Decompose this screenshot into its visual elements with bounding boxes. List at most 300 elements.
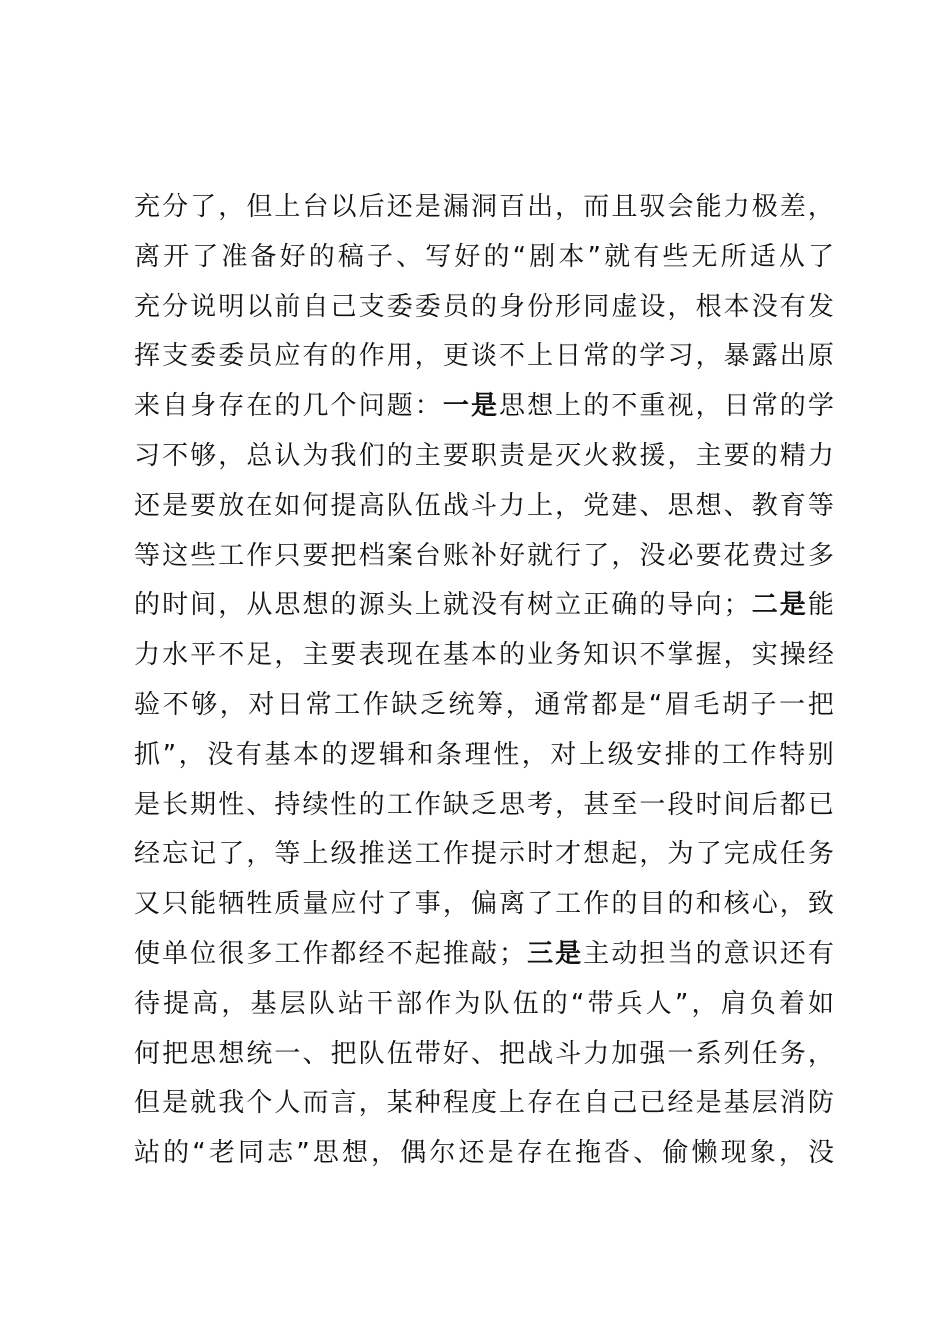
text-char: 伍 — [512, 988, 539, 1019]
text-char: ， — [691, 988, 718, 1019]
text-char: ， — [778, 1138, 805, 1169]
text-char: 等 — [274, 839, 301, 870]
text-char: 平 — [190, 640, 217, 671]
text-char: 准 — [221, 241, 248, 272]
text-char: 职 — [470, 440, 497, 471]
text-line — [134, 233, 834, 283]
text-char: 在 — [246, 490, 273, 521]
text-char: 经 — [667, 1088, 694, 1119]
text-char: 后 — [358, 192, 385, 222]
text-char: 能 — [190, 889, 217, 920]
text-char: 存 — [527, 1088, 554, 1119]
text-char: 时 — [162, 590, 189, 621]
text-char: 缺 — [391, 689, 418, 720]
text-char: 思 — [312, 1138, 339, 1169]
text-char: 原 — [807, 341, 834, 372]
text-char: 的 — [693, 739, 720, 770]
text-char: 别 — [807, 739, 834, 770]
emphasis-char: 是 — [555, 938, 582, 969]
text-char: 事 — [414, 889, 441, 920]
text-char: 志 — [267, 1138, 294, 1169]
text-char: 离 — [499, 889, 526, 920]
text-char: 水 — [162, 640, 189, 671]
text-char: 层 — [279, 988, 306, 1019]
text-char: 了 — [218, 839, 245, 870]
text-char: 能 — [695, 192, 722, 222]
text-char: 本 — [723, 291, 750, 322]
text-char: 存 — [516, 1138, 543, 1169]
text-char: 伍 — [414, 490, 441, 521]
text-char: 人 — [645, 988, 672, 1019]
text-char: 导 — [667, 590, 694, 621]
text-char: 确 — [611, 590, 638, 621]
text-char: 日 — [276, 689, 303, 720]
text-char: 种 — [414, 1088, 441, 1119]
text-char: 后 — [751, 789, 778, 820]
text-char: 条 — [436, 739, 463, 770]
text-char: 有 — [302, 341, 329, 372]
text-char: 性 — [330, 789, 357, 820]
text-char: 现 — [720, 1138, 747, 1169]
text-char: 救 — [611, 440, 638, 471]
text-char: 常 — [583, 341, 610, 372]
text-line — [134, 631, 834, 681]
text-char: 身 — [190, 391, 217, 422]
text-char: 开 — [163, 241, 190, 272]
text-char: 完 — [723, 839, 750, 870]
text-char: 至 — [611, 789, 638, 820]
text-char: 建 — [611, 490, 638, 521]
text-char: 知 — [583, 640, 610, 671]
text-char: 统 — [448, 689, 475, 720]
text-char: 同 — [237, 1138, 264, 1169]
text-char: 站 — [337, 988, 364, 1019]
text-char: 的 — [330, 590, 357, 621]
text-char: “ — [512, 241, 527, 272]
text-char: 行 — [555, 540, 582, 571]
text-char: 常 — [562, 689, 589, 720]
text-char: 量 — [302, 889, 329, 920]
text-char: 何 — [134, 1038, 161, 1069]
text-char: 主 — [583, 938, 610, 969]
text-char: 无 — [691, 241, 718, 272]
text-char: 的 — [583, 391, 610, 422]
text-char: 的 — [751, 440, 778, 471]
text-char: 都 — [779, 789, 806, 820]
text-char: 常 — [751, 391, 778, 422]
text-char: 偶 — [400, 1138, 427, 1169]
text-char: 沓 — [604, 1138, 631, 1169]
text-char: 想 — [695, 490, 722, 521]
text-char: 身 — [499, 291, 526, 322]
text-char: 付 — [358, 889, 385, 920]
text-char: 一 — [274, 1038, 301, 1069]
text-char: ， — [667, 291, 694, 322]
text-char: 档 — [358, 540, 385, 571]
text-char: 作 — [750, 739, 777, 770]
text-char: 本 — [558, 241, 585, 272]
text-char: 还 — [134, 490, 161, 521]
text-char: 懒 — [691, 1138, 718, 1169]
text-char: 不 — [218, 640, 245, 671]
text-char: 重 — [639, 391, 666, 422]
text-char: 主 — [302, 640, 329, 671]
text-char: 意 — [723, 938, 750, 969]
text-char: 掌 — [667, 640, 694, 671]
text-char: 都 — [591, 689, 618, 720]
text-char: 段 — [667, 789, 694, 820]
text-char: 本 — [470, 640, 497, 671]
text-char: 目 — [639, 889, 666, 920]
text-char: 精 — [779, 440, 806, 471]
text-char: 部 — [396, 988, 423, 1019]
text-char: 们 — [358, 440, 385, 471]
text-char: 要 — [723, 440, 750, 471]
text-char: 补 — [470, 540, 497, 571]
text-line — [134, 1129, 834, 1179]
text-char: 教 — [751, 490, 778, 521]
text-char: 如 — [274, 490, 301, 521]
text-char: ， — [521, 739, 548, 770]
text-char: 用 — [386, 341, 413, 372]
text-char: 好 — [279, 241, 306, 272]
text-char: ， — [667, 440, 694, 471]
text-char: 带 — [587, 988, 614, 1019]
text-char: 根 — [695, 291, 722, 322]
text-char: 已 — [639, 1088, 666, 1119]
text-char: 的 — [134, 590, 161, 621]
text-char: 分 — [162, 291, 189, 322]
text-char: 和 — [407, 739, 434, 770]
text-char: 离 — [134, 241, 161, 272]
text-char: 程 — [442, 1088, 469, 1119]
text-char: 队 — [386, 490, 413, 521]
text-char: 几 — [302, 391, 329, 422]
text-char: 以 — [246, 291, 273, 322]
text-char: 且 — [611, 192, 638, 222]
text-char: 一 — [667, 1038, 694, 1069]
text-char: ， — [639, 839, 666, 870]
text-char: 花 — [723, 540, 750, 571]
text-char: 忘 — [162, 839, 189, 870]
text-char: 肩 — [720, 988, 747, 1019]
text-char: 把 — [330, 540, 357, 571]
text-char: 极 — [751, 192, 778, 222]
text-line — [134, 930, 834, 980]
text-char: 明 — [218, 291, 245, 322]
text-char: 但 — [134, 1088, 161, 1119]
text-char: 工 — [334, 689, 361, 720]
text-char: 表 — [358, 640, 385, 671]
text-char: 毛 — [693, 689, 720, 720]
text-char: 兵 — [616, 988, 643, 1019]
text-char: 委 — [386, 291, 413, 322]
text-char: 的 — [695, 938, 722, 969]
text-char: 没 — [807, 1138, 834, 1169]
text-char: 识 — [611, 640, 638, 671]
text-char: 了 — [386, 889, 413, 920]
text-char: 子 — [367, 241, 394, 272]
text-char: 主 — [414, 440, 441, 471]
text-char: 质 — [274, 889, 301, 920]
text-char: 有 — [499, 590, 526, 621]
text-char: 握 — [695, 640, 722, 671]
emphasis-char: 三 — [527, 938, 554, 969]
text-char: 备 — [250, 241, 277, 272]
text-char: ， — [505, 689, 532, 720]
text-char: 基 — [264, 739, 291, 770]
text-char: 把 — [807, 689, 834, 720]
text-char: 、 — [470, 1038, 497, 1069]
text-char: 上 — [274, 192, 301, 222]
text-char: 子 — [750, 689, 777, 720]
text-char: 安 — [636, 739, 663, 770]
text-line — [134, 880, 834, 930]
text-char: 等 — [807, 490, 834, 521]
text-char: 尔 — [429, 1138, 456, 1169]
text-char: 级 — [330, 839, 357, 870]
text-char: 甚 — [583, 789, 610, 820]
text-char: 还 — [779, 938, 806, 969]
text-char: 偷 — [662, 1138, 689, 1169]
text-char: 委 — [218, 341, 245, 372]
text-line — [134, 283, 834, 333]
text-char: 我 — [218, 1088, 245, 1119]
emphasis-char: 二 — [751, 590, 778, 621]
text-char: 的 — [483, 241, 510, 272]
text-char: 辑 — [378, 739, 405, 770]
text-char: 个 — [330, 391, 357, 422]
text-char: 作 — [302, 938, 329, 969]
text-char: 都 — [330, 938, 357, 969]
text-char: 人 — [274, 1088, 301, 1119]
text-char: 己 — [611, 1088, 638, 1119]
text-char: 担 — [639, 938, 666, 969]
text-char: 、 — [246, 789, 273, 820]
text-char: 言 — [330, 1088, 357, 1119]
text-char: 想 — [583, 839, 610, 870]
text-char: 多 — [246, 938, 273, 969]
text-char: 排 — [664, 739, 691, 770]
text-char: 设 — [639, 291, 666, 322]
text-char: 在 — [414, 640, 441, 671]
text-char: 操 — [779, 640, 806, 671]
text-char: 任 — [779, 839, 806, 870]
text-char: 本 — [293, 739, 320, 770]
text-char: 主 — [695, 440, 722, 471]
body-paragraph — [134, 183, 834, 1179]
text-char: 还 — [386, 192, 413, 222]
text-char: ， — [779, 889, 806, 920]
text-line — [134, 980, 834, 1030]
text-char: 账 — [442, 540, 469, 571]
text-char: 列 — [723, 1038, 750, 1069]
text-char: 斗 — [470, 490, 497, 521]
text-char: 基 — [442, 640, 469, 671]
text-char: 加 — [611, 1038, 638, 1069]
text-char: 站 — [134, 1138, 161, 1169]
text-char: ， — [611, 540, 638, 571]
text-char: 在 — [545, 1138, 572, 1169]
text-char: 没 — [470, 590, 497, 621]
text-char: 等 — [134, 540, 161, 571]
text-char: 好 — [454, 241, 481, 272]
text-char: 务 — [555, 640, 582, 671]
text-char: ， — [358, 1088, 385, 1119]
text-line — [134, 382, 834, 432]
text-char: 时 — [527, 839, 554, 870]
text-char: 待 — [134, 988, 161, 1019]
text-char: 写 — [425, 241, 452, 272]
text-char: 想 — [527, 391, 554, 422]
text-char: 起 — [611, 839, 638, 870]
text-char: 育 — [779, 490, 806, 521]
text-char: 有 — [807, 938, 834, 969]
text-char: 不 — [639, 640, 666, 671]
text-char: 更 — [442, 341, 469, 372]
text-char: 的 — [308, 241, 335, 272]
text-char: 乏 — [419, 689, 446, 720]
text-char: 特 — [779, 739, 806, 770]
text-char: 把 — [330, 1038, 357, 1069]
text-char: 些 — [190, 540, 217, 571]
text-char: 象 — [749, 1138, 776, 1169]
text-char: 了 — [527, 889, 554, 920]
text-char: 期 — [190, 789, 217, 820]
text-char: ， — [246, 839, 273, 870]
text-char: 业 — [527, 640, 554, 671]
text-char: 提 — [163, 988, 190, 1019]
text-char: 上 — [499, 1088, 526, 1119]
text-char: 牲 — [246, 889, 273, 920]
text-char: 不 — [499, 341, 526, 372]
text-char: 、 — [633, 1138, 660, 1169]
text-char: ， — [695, 391, 722, 422]
text-char: ， — [221, 988, 248, 1019]
text-char: ， — [274, 640, 301, 671]
text-char: 谈 — [470, 341, 497, 372]
text-char: 是 — [695, 1088, 722, 1119]
text-char: 胡 — [721, 689, 748, 720]
text-char: 树 — [527, 590, 554, 621]
text-char: 上 — [578, 739, 605, 770]
text-char: 持 — [274, 789, 301, 820]
text-char: 力 — [723, 192, 750, 222]
text-char: 力 — [134, 640, 161, 671]
text-char: 应 — [330, 889, 357, 920]
text-char: 而 — [583, 192, 610, 222]
text-char: 问 — [358, 391, 385, 422]
text-char: 源 — [358, 590, 385, 621]
text-char: 了 — [807, 241, 834, 272]
text-char: 支 — [358, 291, 385, 322]
text-char: 洞 — [470, 192, 497, 222]
text-char: 考 — [527, 789, 554, 820]
text-char: 百 — [499, 192, 526, 222]
text-char: 层 — [751, 1088, 778, 1119]
text-char: 没 — [207, 739, 234, 770]
text-char: 经 — [358, 938, 385, 969]
text-char: 学 — [807, 391, 834, 422]
text-char: 强 — [639, 1038, 666, 1069]
text-char: 剧 — [529, 241, 556, 272]
text-char: 起 — [414, 938, 441, 969]
text-char: 老 — [208, 1138, 235, 1169]
text-char: 逻 — [350, 739, 377, 770]
text-char: 认 — [274, 440, 301, 471]
text-char: 立 — [555, 590, 582, 621]
text-char: 适 — [749, 241, 776, 272]
text-char: 了 — [695, 839, 722, 870]
text-char: 常 — [305, 689, 332, 720]
text-char: 度 — [470, 1088, 497, 1119]
text-char: ； — [499, 938, 526, 969]
text-char: 作 — [358, 341, 385, 372]
text-char: 党 — [583, 490, 610, 521]
text-char: 和 — [695, 889, 722, 920]
text-char: 思 — [667, 490, 694, 521]
text-char: 习 — [667, 341, 694, 372]
text-char: 是 — [162, 1088, 189, 1119]
text-char: 台 — [414, 540, 441, 571]
text-char: 台 — [302, 192, 329, 222]
text-char: 动 — [611, 938, 638, 969]
text-line — [134, 183, 834, 233]
text-char: 示 — [499, 839, 526, 870]
text-char: 当 — [667, 938, 694, 969]
text-line — [134, 432, 834, 482]
text-char: ” — [162, 739, 177, 770]
text-char: 务 — [779, 1038, 806, 1069]
text-char: 形 — [555, 291, 582, 322]
text-char: 应 — [274, 341, 301, 372]
text-char: 对 — [248, 689, 275, 720]
text-char: ， — [178, 739, 205, 770]
text-char: 通 — [534, 689, 561, 720]
text-char: 负 — [749, 988, 776, 1019]
text-char: 何 — [302, 490, 329, 521]
text-char: 来 — [134, 391, 161, 422]
text-char: 员 — [442, 291, 469, 322]
text-char: ， — [555, 490, 582, 521]
text-char: ， — [218, 440, 245, 471]
emphasis-char: 是 — [779, 590, 806, 621]
text-char: 性 — [218, 789, 245, 820]
text-char: 作 — [583, 889, 610, 920]
text-char: ， — [807, 192, 834, 222]
text-char: 出 — [779, 341, 806, 372]
text-char: 题 — [386, 391, 413, 422]
text-line — [134, 731, 834, 781]
text-char: 级 — [607, 739, 634, 770]
text-char: 了 — [192, 241, 219, 272]
text-char: 干 — [367, 988, 394, 1019]
text-char: 员 — [246, 341, 273, 372]
text-char: 习 — [134, 440, 161, 471]
text-char: 筹 — [477, 689, 504, 720]
text-char: 推 — [442, 938, 469, 969]
text-char: 间 — [723, 789, 750, 820]
text-char: 推 — [358, 839, 385, 870]
text-char: 一 — [779, 689, 806, 720]
text-char: 的 — [321, 739, 348, 770]
text-char: 防 — [807, 1088, 834, 1119]
text-char: 验 — [134, 689, 161, 720]
text-char: 的 — [611, 341, 638, 372]
text-char: 必 — [667, 540, 694, 571]
text-char: 支 — [162, 341, 189, 372]
text-char: 很 — [218, 938, 245, 969]
